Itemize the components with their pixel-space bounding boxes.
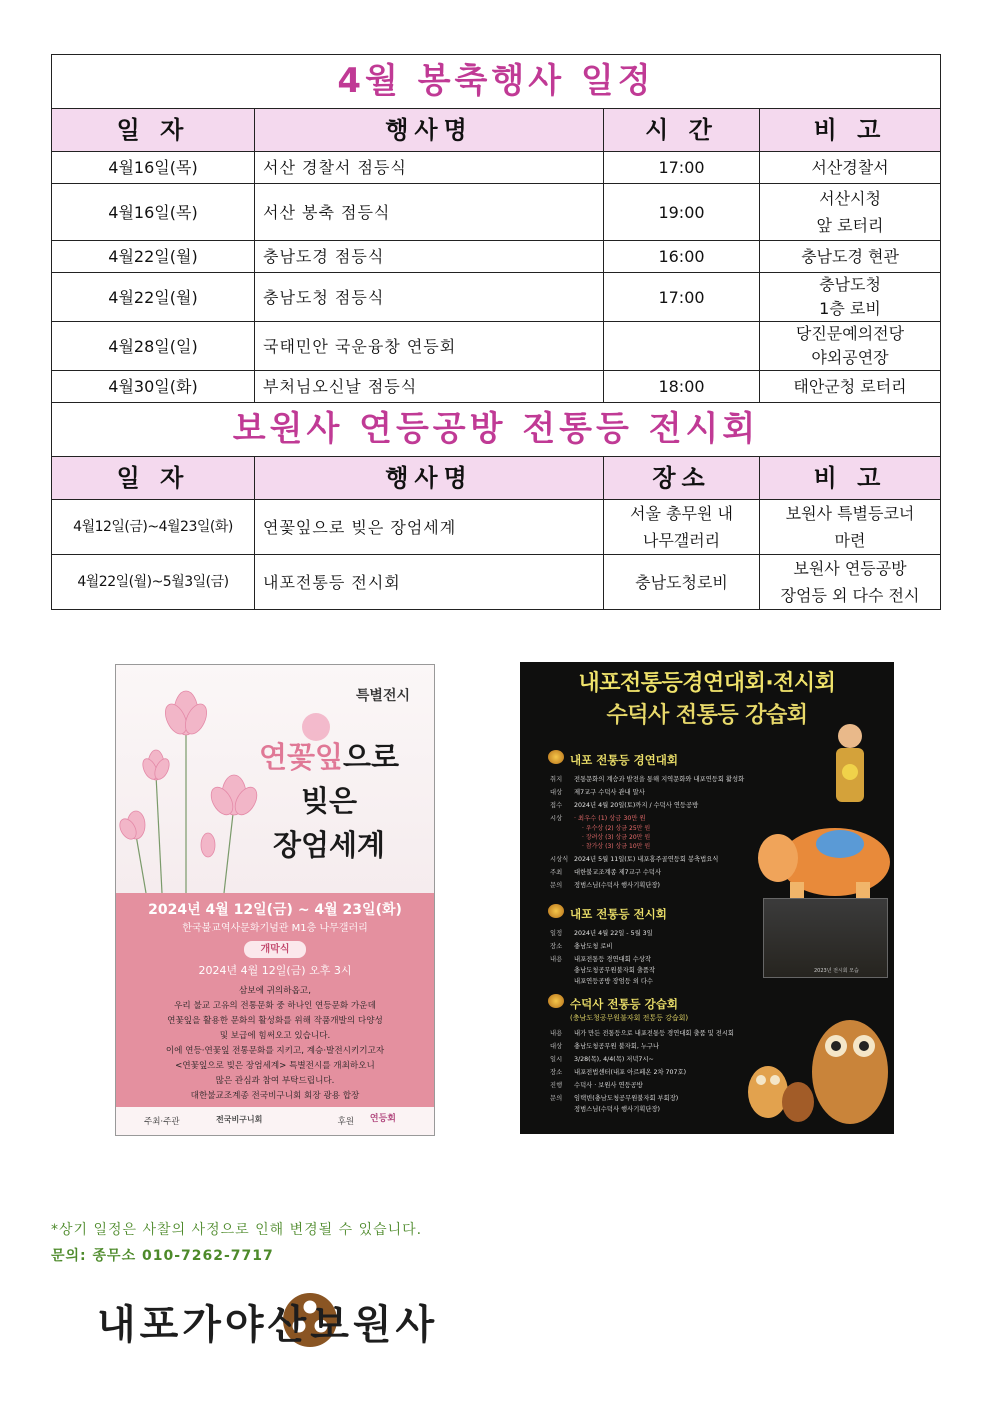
title-part: 빚은 [300, 784, 358, 818]
note-line: 야외공연장 [811, 348, 889, 367]
list-item [550, 1080, 643, 1089]
place-line: 서울 총무원 내 [630, 504, 733, 523]
row-value: 2024년 4월 22일 - 5월 3일 [574, 930, 653, 937]
row-key: 문의 [550, 1095, 563, 1102]
exhibition-photo [763, 898, 888, 978]
note-line: 보원사 특별등코너 [785, 504, 915, 523]
col-event-header: 행사명 [255, 457, 604, 500]
event-date: 4월22일(월)~5월3일(금) [52, 555, 255, 610]
note-line: 충남도경 현관 [801, 247, 899, 266]
row-value: 내포전통등 경연대회 수상작 [574, 956, 651, 963]
table1-header-row [52, 109, 941, 152]
list-item [550, 813, 646, 822]
row-value: 충남도청 로비 [574, 943, 613, 950]
temple-name: 내포가야산보원사 [97, 1302, 439, 1348]
event-date: 4월16일(목) [52, 184, 255, 241]
row-value: 충남도청공무원 불자회, 누구나 [574, 1043, 660, 1050]
col-note-header: 비 고 [760, 457, 941, 500]
event-time: 16:00 [604, 241, 760, 273]
event-note [760, 273, 941, 322]
event-note [760, 152, 941, 184]
poster-title-2: 수덕사 전통등 강습회 [606, 703, 808, 728]
row-key: 진행 [550, 1082, 563, 1089]
opening-date: 2024년 4월 12일(금) 오후 3시 [198, 964, 352, 977]
schedule-table [51, 54, 941, 610]
row-key: 취지 [550, 776, 563, 783]
body-line: <연꽃잎으로 빚은 장엄세계> 특별전시를 개최하오니 [175, 1061, 375, 1071]
table-row [52, 184, 941, 241]
event-date: 4월28일(일) [52, 322, 255, 371]
list-item [550, 787, 645, 796]
list-item [550, 1104, 660, 1113]
list-item [550, 1028, 734, 1037]
body-line: 우리 불교 고유의 전통문화 중 하나인 연등문화 가운데 [174, 1001, 376, 1011]
event-note [760, 371, 941, 403]
body-line: 연꽃잎을 활용한 문화의 활성화를 위해 작품개발의 다양성 [167, 1016, 383, 1026]
row-value: 내포연등공방 장엄등 외 다수 [574, 978, 653, 985]
note-line: 태안군청 로터리 [793, 377, 907, 396]
list-item [550, 1067, 686, 1076]
row-key: 장소 [550, 1069, 563, 1076]
row-key: 시상 [550, 815, 563, 822]
row-key: 내용 [550, 956, 563, 963]
prize-line: · 참가상 (3) 상금 10만 원 [582, 843, 651, 850]
poster-title [234, 735, 424, 867]
title-highlight: 연꽃잎 [258, 740, 343, 774]
list-item [550, 1054, 654, 1063]
row-value: 정범스님(수덕사 행사기획단장) [574, 882, 660, 889]
list-item [550, 774, 744, 783]
event-name: 연꽃잎으로 빚은 장엄세계 [255, 500, 604, 555]
row-key: 시상식 [550, 856, 569, 863]
section-contest-title: 내포 전통등 경연대회 [570, 753, 678, 767]
event-name: 서산 경찰서 점등식 [255, 152, 604, 184]
list-item [550, 954, 651, 963]
event-place [604, 555, 760, 610]
photo-caption: 2023년 전시회 모습 [814, 968, 859, 974]
row-key: 일정 [550, 930, 563, 937]
list-item [550, 941, 613, 950]
row-value: 정범스님(수덕사 행사기획단장) [574, 1106, 660, 1113]
row-value: 전통문화의 계승과 발전을 통해 지역문화와 내포연등회 활성화 [574, 776, 745, 783]
row-value: 2024년 4월 20일(토)까지 / 수덕사 연등공방 [574, 802, 699, 809]
table-row [52, 371, 941, 403]
list-item [550, 928, 653, 937]
col-event-header: 행사명 [255, 109, 604, 152]
event-name: 충남도청 점등식 [255, 273, 604, 322]
event-date: 4월12일(금)~4월23일(화) [52, 500, 255, 555]
event-time: 17:00 [604, 273, 760, 322]
lotus-lantern-icon [548, 750, 564, 764]
row-value: 2024년 5월 11일(토) 내포홍주골연등회 봉축법요식 [574, 856, 719, 863]
event-name: 충남도경 점등식 [255, 241, 604, 273]
row-value: 수덕사 · 보원사 연등공방 [574, 1082, 643, 1089]
row-value: 충남도청공무원불자회 출품작 [574, 967, 656, 974]
row-key: 대상 [550, 1043, 563, 1050]
body-line: 삼보에 귀의하옵고, [239, 986, 311, 996]
col-place-header: 장소 [604, 457, 760, 500]
list-item [550, 880, 660, 889]
note-line: 당진문예의전당 [795, 324, 905, 343]
body-line: 많은 관심과 참여 부탁드립니다. [215, 1076, 335, 1086]
row-value: 3/28(목), 4/4(목) 저녁7시~ [574, 1056, 654, 1063]
row-key: 접수 [550, 802, 563, 809]
col-date-header: 일 자 [52, 457, 255, 500]
table-row [52, 152, 941, 184]
section-exhibition-title: 내포 전통등 전시회 [570, 907, 667, 921]
april-events-title: 4월 봉축행사 일정 [52, 55, 941, 109]
note-line: 장엄등 외 다수 전시 [780, 586, 920, 605]
table-row [52, 241, 941, 273]
event-date: 4월22일(월) [52, 241, 255, 273]
section-workshop-title: 수덕사 전통등 강습회 [570, 997, 678, 1011]
row-value: 내포전법센터(내포 아르페온 2차 707호) [574, 1069, 687, 1076]
sponsor-organization: 연등회 [369, 1114, 396, 1124]
row-value: 내가 만든 전통등으로 내포전통등 경연대회 출품 및 전시회 [574, 1030, 734, 1037]
event-time: 17:00 [604, 152, 760, 184]
table2-header-row [52, 457, 941, 500]
body-line: 이에 연등·연꽃잎 전통문화를 지키고, 계승·발전시키기고자 [165, 1046, 385, 1056]
schedule-change-notice: *상기 일정은 사찰의 사정으로 인해 변경될 수 있습니다. [51, 1222, 423, 1238]
event-note [760, 184, 941, 241]
body-line: 대한불교조계종 전국비구니회 회장 광용 합장 [190, 1091, 360, 1101]
host-organization: 전국비구니회 [216, 1115, 263, 1124]
list-item [550, 800, 698, 809]
row-value: 제7교구 수덕사 관내 말사 [574, 789, 645, 796]
col-date-header: 일 자 [52, 109, 255, 152]
row-key: 대상 [550, 789, 563, 796]
event-name: 서산 봉축 점등식 [255, 184, 604, 241]
note-line: 1층 로비 [819, 299, 881, 318]
row-value: · 최우수 (1) 상금 30만 원 [574, 815, 646, 822]
note-line: 마련 [834, 531, 866, 550]
place-line: 나무갤러리 [642, 531, 721, 550]
row-key: 문의 [550, 882, 563, 889]
list-item [550, 965, 655, 974]
list-item [550, 1041, 659, 1050]
event-place [604, 500, 760, 555]
event-date: 4월16일(목) [52, 152, 255, 184]
note-line: 충남도청 [819, 275, 881, 294]
event-date: 4월22일(월) [52, 273, 255, 322]
special-exhibition-label: 특별전시 [355, 688, 410, 704]
lotus-exhibition-poster [115, 664, 435, 1136]
table-row [52, 555, 941, 610]
col-time-header: 시 간 [604, 109, 760, 152]
opening-ceremony-badge: 개막식 [244, 941, 306, 958]
place-line: 충남도청로비 [635, 572, 728, 592]
body-line: 및 보급에 힘써오고 있습니다. [219, 1031, 331, 1041]
event-name: 부처님오신날 점등식 [255, 371, 604, 403]
poster-upper-area [116, 665, 434, 893]
exhibition-title: 보원사 연등공방 전통등 전시회 [52, 403, 941, 457]
event-time [604, 322, 760, 371]
title-part: 장엄세계 [272, 828, 386, 862]
row-value: 대한불교조계종 제7교구 수덕사 [574, 869, 662, 876]
title-part: 으로 [343, 740, 400, 774]
list-item [550, 867, 661, 876]
event-time: 19:00 [604, 184, 760, 241]
sponsor-label: 후원 [337, 1117, 354, 1127]
list-item [550, 854, 718, 863]
lantern-contest-poster [520, 662, 894, 1134]
row-key: 장소 [550, 943, 563, 950]
exhibition-venue: 한국불교역사문화기념관 M1층 나무갤러리 [182, 923, 368, 934]
note-line: 서산시청 [819, 189, 881, 208]
poster-body-text [132, 984, 418, 1104]
row-key: 주최 [550, 869, 563, 876]
list-item [550, 976, 653, 985]
table-row [52, 273, 941, 322]
note-line: 앞 로터리 [816, 216, 884, 235]
event-time: 18:00 [604, 371, 760, 403]
list-item [550, 1093, 678, 1102]
note-line: 보원사 연등공방 [793, 559, 907, 578]
poster-title-1: 내포전통등경연대회·전시회 [578, 671, 836, 696]
contact-info: 문의: 종무소 010-7262-7717 [51, 1248, 274, 1264]
exhibition-date: 2024년 4월 12일(금) ~ 4월 23일(화) [148, 902, 402, 918]
lantern-icon [548, 994, 564, 1008]
workshop-subtitle: (충남도청공무원불자회 전통등 강습회) [570, 1014, 689, 1022]
note-line: 서산경찰서 [811, 158, 889, 177]
host-label: 주최·주관 [144, 1117, 180, 1127]
table-row [52, 500, 941, 555]
event-note [760, 555, 941, 610]
row-value: 임택빈(충남도청공무원불자회 부회장) [574, 1095, 679, 1102]
col-note-header: 비 고 [760, 109, 941, 152]
prize-line: · 장려상 (3) 상금 20만 원 [582, 834, 651, 841]
event-note [760, 241, 941, 273]
row-key: 일시 [550, 1056, 563, 1063]
event-note [760, 322, 941, 371]
event-note [760, 500, 941, 555]
event-name: 국태민안 국운융창 연등회 [255, 322, 604, 371]
event-date: 4월30일(화) [52, 371, 255, 403]
event-name: 내포전통등 전시회 [255, 555, 604, 610]
prize-line: · 우수상 (2) 상금 25만 원 [582, 825, 651, 832]
table-row [52, 322, 941, 371]
row-key: 내용 [550, 1030, 563, 1037]
lotus-lantern-icon [548, 904, 564, 918]
